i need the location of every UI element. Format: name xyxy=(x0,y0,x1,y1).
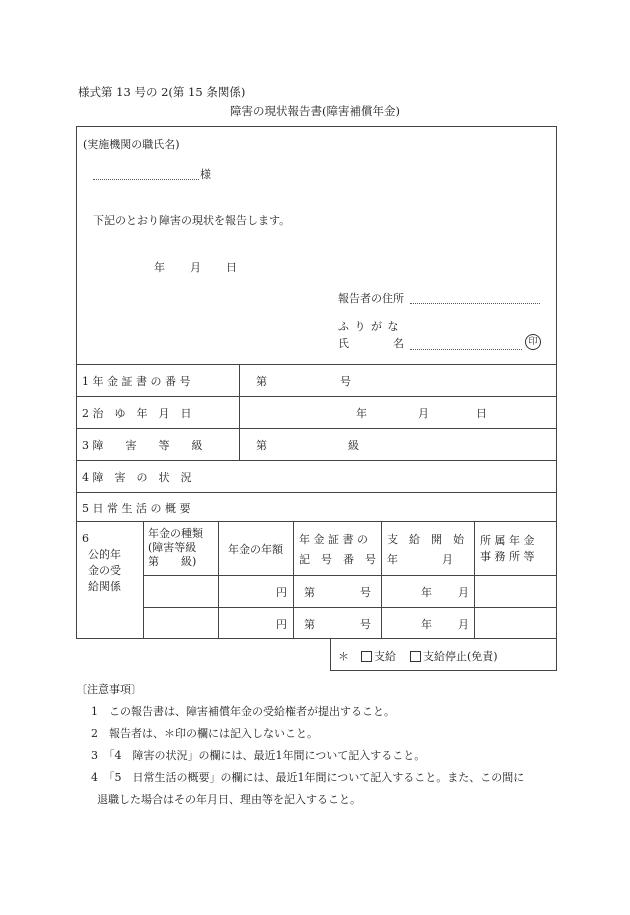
note-4: 4 「5 日常生活の概要」の欄には、最近1年間について記入すること。また、この間に xyxy=(91,771,525,784)
note-1: 1 この報告書は、障害補償年金の受給権者が提出すること。 xyxy=(91,705,395,718)
office-use-asterisk: ＊ xyxy=(338,650,349,663)
row-cure-month: 月 xyxy=(418,407,429,420)
data-row-2-gou: 号 xyxy=(360,618,371,631)
col-pension-type: 年金の種類 (障害等級 第 級) xyxy=(148,527,203,568)
notes-heading: 〔注意事項〕 xyxy=(76,683,142,696)
name-label: 氏 名 xyxy=(338,337,404,350)
col-pension-office: 所 属 年 金 事 務 所 等 xyxy=(480,534,535,563)
col-payment-start: 支 給 開 始 年 月 xyxy=(387,533,464,566)
pay-checkbox[interactable] xyxy=(361,651,372,662)
note-2: 2 報告者は、＊印の欄には記入しないこと。 xyxy=(91,727,318,740)
data-row-2-dai: 第 xyxy=(304,618,315,631)
data-row-1-year: 年 xyxy=(421,586,432,599)
col-annual-amount: 年金の年額 xyxy=(228,543,283,556)
name-field[interactable] xyxy=(410,349,522,350)
date-year: 年 xyxy=(154,261,165,274)
row-grade-dai: 第 xyxy=(256,439,267,452)
recipient-label: (実施機関の職氏名) xyxy=(83,138,180,151)
row-cure-day: 日 xyxy=(476,407,487,420)
row-pension-cert-dai: 第 xyxy=(256,375,267,388)
honorific: 様 xyxy=(200,168,211,181)
row-pension-cert-label: 1 年 金 証 書 の 番 号 xyxy=(82,375,191,388)
row-daily-life-label: 5 日 常 生 活 の 概 要 xyxy=(82,502,191,515)
note-4-continued: 退職した場合はその年月日、理由等を記入すること。 xyxy=(97,793,361,806)
data-row-1-yen: 円 xyxy=(276,586,287,599)
col-cert-number: 年 金 証 書 の 記 号 番 号 xyxy=(299,533,376,566)
form-title: 障害の現状報告書(障害補償年金) xyxy=(230,104,400,118)
address-label: 報告者の住所 xyxy=(338,292,404,305)
data-row-2-month: 月 xyxy=(458,618,469,631)
row-cure-year: 年 xyxy=(356,407,367,420)
date-day: 日 xyxy=(226,261,237,274)
date-month: 月 xyxy=(190,261,201,274)
data-row-1-dai: 第 xyxy=(304,586,315,599)
seal-mark: 印 xyxy=(525,334,541,350)
suspend-checkbox[interactable] xyxy=(410,651,421,662)
row-cure-date-label: 2 治 ゆ 年 月 日 xyxy=(82,407,192,420)
furigana-label: ふ り が な xyxy=(338,320,400,333)
section6-label: 6 公的年 金の受 給関係 xyxy=(82,532,121,593)
row-grade-kyu: 級 xyxy=(348,439,359,452)
data-row-1-gou: 号 xyxy=(360,586,371,599)
note-3: 3 「4 障害の状況」の欄には、最近1年間について記入すること。 xyxy=(91,749,426,762)
row-disability-status-label: 4 障 害 の 状 況 xyxy=(82,471,192,484)
option-pay[interactable]: 支給 xyxy=(361,648,396,664)
data-row-2-year: 年 xyxy=(421,618,432,631)
recipient-field[interactable] xyxy=(93,179,199,180)
option-suspend[interactable]: 支給停止(免責) xyxy=(410,648,498,664)
data-row-2-yen: 円 xyxy=(276,618,287,631)
data-row-1-month: 月 xyxy=(458,586,469,599)
row-disability-grade-label: 3 障 害 等 級 xyxy=(82,439,203,452)
statement: 下記のとおり障害の現状を報告します。 xyxy=(93,214,291,227)
row-pension-cert-gou: 号 xyxy=(340,375,351,388)
address-field[interactable] xyxy=(410,303,540,304)
form-number: 様式第 13 号の 2(第 15 条関係) xyxy=(78,85,246,99)
